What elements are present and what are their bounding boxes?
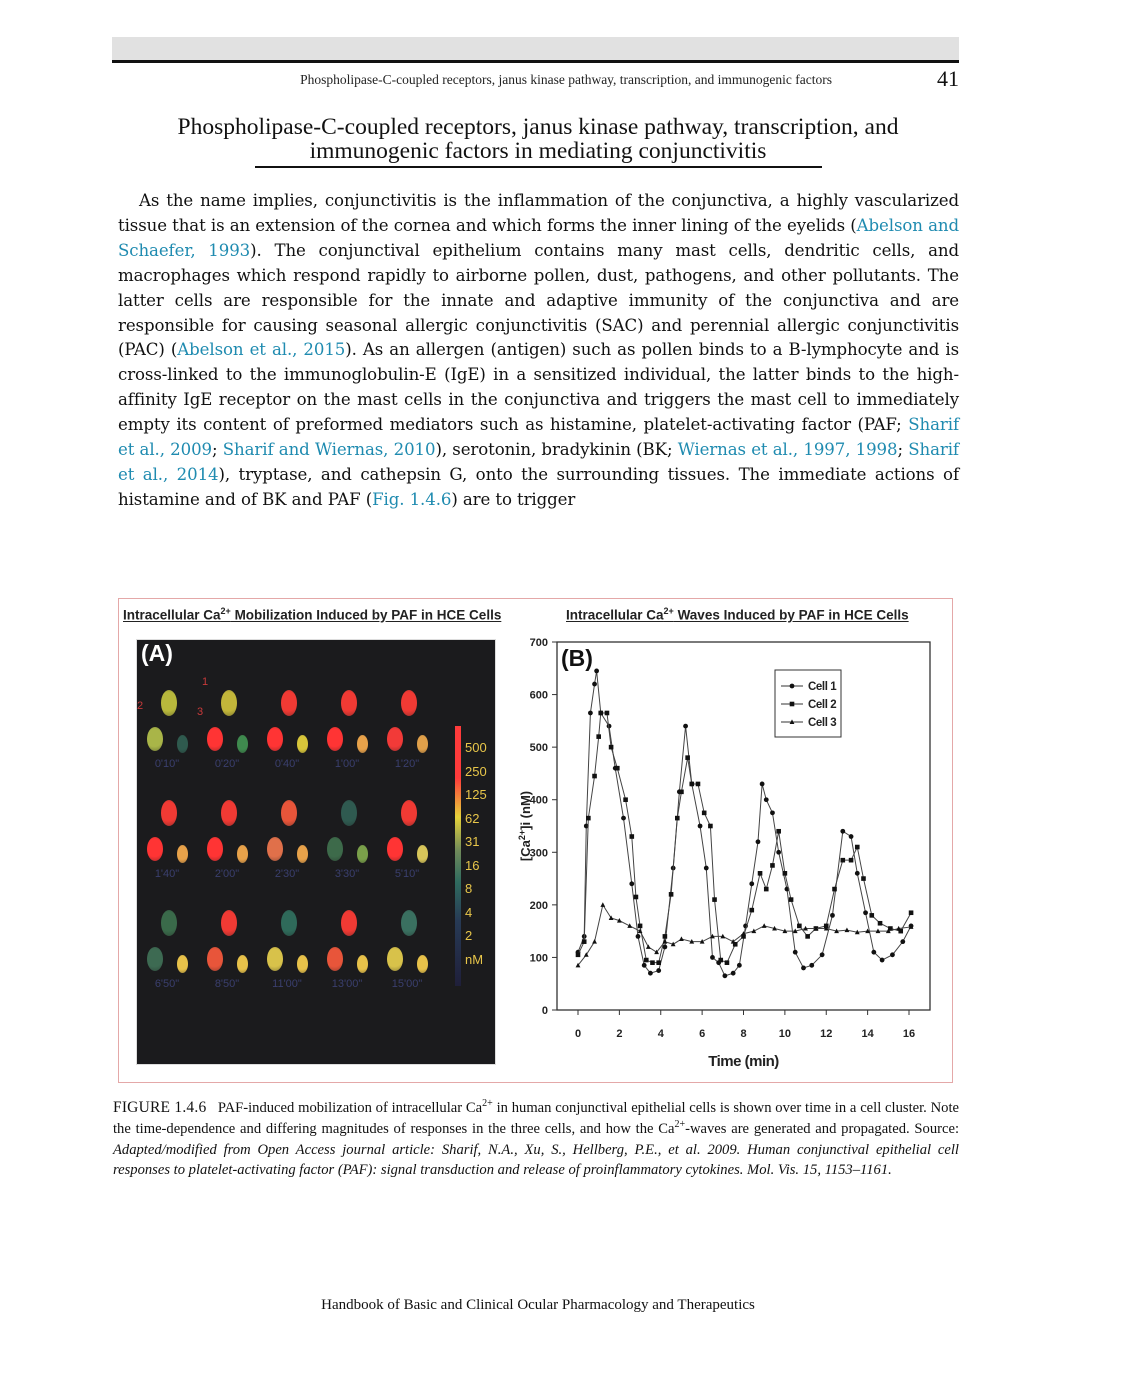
legend-marker <box>790 684 795 689</box>
body-paragraph <box>118 189 959 513</box>
header-band <box>112 37 959 60</box>
data-point-cell-1 <box>801 966 806 971</box>
cell-1 <box>341 690 357 716</box>
data-point-cell-1 <box>809 963 814 968</box>
time-label: 11'00" <box>272 978 302 990</box>
data-point-cell-2 <box>770 863 775 868</box>
panel-a-title-text: Intracellular Ca <box>123 607 221 623</box>
cell-1 <box>341 910 357 936</box>
caption-sup: 2+ <box>482 1098 493 1110</box>
scale-label: 62 <box>465 810 480 826</box>
scale-label: 31 <box>465 834 480 849</box>
data-point-cell-1 <box>840 829 845 834</box>
scale-label: 16 <box>465 857 480 873</box>
y-tick-label: 700 <box>529 637 548 649</box>
data-point-cell-2 <box>718 958 723 963</box>
cell-2 <box>147 947 163 971</box>
cell-3 <box>417 735 428 753</box>
time-label: 5'10" <box>394 868 420 880</box>
cell-1 <box>221 690 237 716</box>
data-point-cell-2 <box>696 782 701 787</box>
data-point-cell-2 <box>582 939 587 944</box>
y-axis-label: $[Ca^{2+}]i$ (nM) <box>517 790 533 862</box>
y-tick-label: 400 <box>529 794 548 807</box>
citation-link[interactable]: Abelson et al., 2015 <box>177 340 346 360</box>
data-point-cell-1 <box>871 950 876 955</box>
citation-link[interactable]: Abelson and Schaefer, 1993 <box>118 215 960 260</box>
data-point-cell-2 <box>869 913 874 918</box>
cell-2 <box>207 727 223 751</box>
data-point-cell-2 <box>841 858 846 863</box>
data-point-cell-2 <box>656 960 661 965</box>
citation-link[interactable]: Fig. 1.4.6 <box>372 489 452 509</box>
body-text-run: ). The conjunctival epithelium contains many mast cells, dendritic cells, and macrophages which respond rapidly to airborne pollen, dust, pathogens, and other pollutants. The latter cells are responsible for the innate and adaptive immunity of the conjunctiva and are responsible for causing seasonal allergic conjunctivitis (SAC) and perennial allergic conjunctivitis (PAC) ( <box>118 240 959 360</box>
time-label: 8'50" <box>214 978 240 990</box>
data-point-cell-2 <box>849 858 854 863</box>
data-point-cell-1 <box>737 963 742 968</box>
panel-b-title-text-2: Waves Induced by PAF in HCE Cells <box>673 607 909 623</box>
data-point-cell-1 <box>764 797 769 802</box>
panel-a-title-text-2: Mobilization Induced by PAF in HCE Cells <box>230 607 502 623</box>
scale-label: 500 <box>465 740 487 755</box>
cell-1 <box>221 910 237 936</box>
cell-2 <box>267 727 283 751</box>
data-point-cell-2 <box>712 897 717 902</box>
caption-sup-2: 2+ <box>674 1118 686 1130</box>
data-point-cell-2 <box>615 766 620 771</box>
x-tick-label: 0 <box>574 1028 582 1040</box>
caption-text-2: in human conjunctival epithelial cells is shown over time in a cell cluster. Note the time-dependence and differing magnitudes of responses in the three cells, and how the Ca <box>113 1100 959 1137</box>
data-point-cell-3 <box>679 936 684 941</box>
data-point-cell-2 <box>679 790 684 795</box>
data-point-cell-2 <box>650 960 655 965</box>
data-point-cell-1 <box>760 782 765 787</box>
y-tick-label: 0 <box>541 1005 548 1017</box>
time-label: 0'40" <box>274 758 300 770</box>
cell-2 <box>267 837 283 861</box>
book-title-footer: Handbook of Basic and Clinical Ocular Pharmacology and Therapeutics <box>321 1297 755 1313</box>
time-label: 0'20" <box>214 758 240 770</box>
cell-2 <box>207 837 223 861</box>
data-point-cell-1 <box>629 881 634 886</box>
scale-label: 250 <box>465 763 487 779</box>
data-point-cell-1 <box>592 682 597 687</box>
cell-3 <box>177 735 188 753</box>
citation-link[interactable]: Wiernas et al., 1997, 1998 <box>677 440 898 460</box>
body-text-run: As the name implies, conjunctivitis is the inflammation of the conjunctiva, a highly vascularized tissue that is an extension of the cornea and which forms the inner lining of the eyelids ( <box>118 191 959 235</box>
panel-a-label: (A) <box>141 640 173 666</box>
legend-marker <box>790 702 795 707</box>
cell-2 <box>147 837 163 861</box>
data-point-cell-2 <box>609 745 614 750</box>
legend-label: Cell 1 <box>808 681 837 693</box>
figure-label: FIGURE 1.4.6 <box>113 1099 207 1116</box>
data-point-cell-1 <box>683 724 688 729</box>
data-point-cell-1 <box>698 824 703 829</box>
panel-b-title <box>566 606 909 623</box>
data-point-cell-2 <box>776 829 781 834</box>
cell-3 <box>417 955 428 973</box>
data-point-cell-2 <box>663 934 668 939</box>
cell-1 <box>401 690 417 716</box>
data-point-cell-1 <box>820 952 825 957</box>
x-tick-label: 2 <box>616 1028 623 1040</box>
scale-label: nM <box>465 951 484 967</box>
series-line-cell-1 <box>578 671 911 976</box>
time-label: 1'40" <box>154 868 180 880</box>
cell-3 <box>297 955 308 973</box>
data-point-cell-2 <box>638 924 643 929</box>
title-rule <box>255 166 822 168</box>
data-point-cell-1 <box>776 850 781 855</box>
y-tick-label: 600 <box>529 689 548 702</box>
cell-2 <box>327 947 343 971</box>
legend-label: Cell 3 <box>808 717 837 729</box>
data-point-cell-1 <box>636 934 641 939</box>
cell-number-label: 3 <box>197 706 204 718</box>
cell-3 <box>177 955 188 973</box>
cell-1 <box>401 910 417 936</box>
x-tick-label: 6 <box>699 1028 706 1040</box>
cell-1 <box>341 800 357 826</box>
data-point-cell-2 <box>669 892 674 897</box>
data-point-cell-1 <box>900 939 905 944</box>
data-point-cell-3 <box>646 944 651 949</box>
time-label: 1'20" <box>394 758 420 770</box>
data-point-cell-1 <box>722 973 727 978</box>
data-point-cell-1 <box>849 834 854 839</box>
page-number: 41 <box>937 66 959 91</box>
body-text-run: ). As an allergen (antigen) such as pollen binds to a B-lymphocyte and is cross-linked to the immunoglobulin-E (IgE) in a sensitized individual, the latter binds to the high-affinity IgE receptor on the mast cells in the conjunctiva and triggers the mast cell to immediately empty its content of preformed mediators such as histamine, platelet-activating factor (PAF; <box>118 340 960 435</box>
body-text-run: ; <box>212 440 223 460</box>
cell-1 <box>401 800 417 826</box>
data-point-cell-2 <box>797 924 802 929</box>
caption-source: Adapted/modified from Open Access journal article: Sharif, N.A., Xu, S., Hellberg, P.E., et al. 2009. Human conjunctival epithelial cell responses to platelet-activating factor (PAF): signal transduction and release of proinflammatory cytokines. Mol. Vis. 15, 1153–1161. <box>113 1141 959 1179</box>
data-point-cell-1 <box>830 913 835 918</box>
calcium-imaging-panel <box>137 640 495 1064</box>
data-point-cell-2 <box>598 711 603 716</box>
cell-2 <box>387 727 403 751</box>
legend-label: Cell 2 <box>808 699 837 711</box>
time-label: 3'30" <box>334 868 360 880</box>
data-point-cell-2 <box>623 797 628 802</box>
x-axis-label: Time (min) <box>708 1053 779 1070</box>
data-point-cell-1 <box>855 871 860 876</box>
body-text-run: ) are to trigger <box>451 489 576 509</box>
cell-1 <box>161 800 177 826</box>
data-point-cell-2 <box>702 811 707 816</box>
panel-a-title-sup: 2+ <box>220 606 231 616</box>
data-point-cell-2 <box>689 782 694 787</box>
data-point-cell-2 <box>764 887 769 892</box>
data-point-cell-1 <box>621 816 626 821</box>
cell-1 <box>161 690 177 716</box>
data-point-cell-2 <box>783 871 788 876</box>
time-label: 15'00" <box>391 978 423 990</box>
cell-3 <box>177 845 188 863</box>
x-tick-label: 8 <box>740 1028 747 1040</box>
data-point-cell-2 <box>855 845 860 850</box>
scale-label: 4 <box>465 904 473 920</box>
color-scale-bar <box>455 726 461 986</box>
data-point-cell-2 <box>708 824 713 829</box>
running-title: Phospholipase-C-coupled receptors, janus kinase pathway, transcription, and immunogenic factors <box>300 72 832 87</box>
data-point-cell-2 <box>629 834 634 839</box>
figure-caption <box>113 1098 959 1181</box>
data-point-cell-2 <box>805 934 810 939</box>
cell-3 <box>357 735 368 753</box>
cell-2 <box>207 947 223 971</box>
data-point-cell-1 <box>890 952 895 957</box>
scale-label: 125 <box>465 787 487 802</box>
cell-1 <box>281 690 297 716</box>
cell-3 <box>297 735 308 753</box>
cell-1 <box>281 910 297 936</box>
data-point-cell-2 <box>586 816 591 821</box>
plot-frame <box>557 642 930 1010</box>
data-point-cell-2 <box>576 953 581 958</box>
cell-3 <box>237 845 248 863</box>
cell-2 <box>327 727 343 751</box>
data-point-cell-2 <box>644 958 649 963</box>
data-point-cell-2 <box>596 734 601 739</box>
data-point-cell-2 <box>725 960 730 965</box>
data-point-cell-2 <box>861 876 866 881</box>
x-tick-label: 10 <box>778 1028 791 1040</box>
citation-link[interactable]: Sharif et al., 2009 <box>118 415 959 460</box>
y-tick-label: 100 <box>529 952 548 965</box>
citation-link[interactable]: Sharif et al., 2014 <box>118 440 959 484</box>
data-point-cell-2 <box>675 816 680 821</box>
citation-link[interactable]: Sharif and Wiernas, 2010 <box>222 440 436 460</box>
x-tick-label: 14 <box>861 1028 874 1040</box>
data-point-cell-1 <box>704 866 709 871</box>
time-label: 0'10" <box>154 758 180 770</box>
cell-3 <box>237 735 248 753</box>
body-text-run: ), serotonin, bradykinin (BK; <box>435 440 678 460</box>
data-point-cell-2 <box>878 921 883 926</box>
caption-text-3: -waves are generated and propagated. Source: <box>685 1120 960 1137</box>
cell-1 <box>221 800 237 826</box>
x-tick-label: 4 <box>657 1028 664 1040</box>
y-tick-label: 200 <box>529 899 548 912</box>
cell-number-label: 1 <box>202 676 209 688</box>
cell-3 <box>417 845 428 863</box>
cell-3 <box>357 955 368 973</box>
data-point-cell-2 <box>749 908 754 913</box>
data-point-cell-3 <box>592 939 597 944</box>
scale-label: 8 <box>465 881 473 896</box>
scale-label: 2 <box>465 928 473 943</box>
data-point-cell-1 <box>863 910 868 915</box>
data-point-cell-1 <box>710 955 715 960</box>
data-point-cell-2 <box>634 895 639 900</box>
cell-2 <box>387 947 403 971</box>
cell-1 <box>281 800 297 826</box>
section-title: Phospholipase-C-coupled receptors, janus kinase pathway, transcription, and immunogenic factors in mediating conjunctivitis <box>177 114 899 164</box>
time-label: 6'50" <box>154 978 180 990</box>
data-point-cell-1 <box>588 711 593 716</box>
cell-3 <box>237 955 248 973</box>
caption-text: PAF-induced mobilization of intracellular Ca <box>217 1100 483 1116</box>
cell-1 <box>161 910 177 936</box>
data-point-cell-1 <box>793 950 798 955</box>
time-label: 2'30" <box>274 868 300 880</box>
body-text-run: ; <box>897 440 909 460</box>
data-point-cell-1 <box>642 963 647 968</box>
cell-2 <box>387 837 403 861</box>
data-point-cell-2 <box>909 910 914 915</box>
data-point-cell-1 <box>656 968 661 973</box>
y-tick-label: 500 <box>529 742 548 755</box>
header-rule <box>112 60 959 63</box>
time-label: 1'00" <box>334 758 360 770</box>
data-point-cell-2 <box>605 711 610 716</box>
data-point-cell-1 <box>749 881 754 886</box>
data-point-cell-1 <box>756 839 761 844</box>
data-point-cell-2 <box>832 887 837 892</box>
data-point-cell-1 <box>648 971 653 976</box>
y-tick-label: 300 <box>529 847 548 860</box>
cell-3 <box>297 845 308 863</box>
time-label: 13'00" <box>331 978 363 990</box>
calcium-waves-chart <box>515 630 935 1080</box>
cell-3 <box>357 845 368 863</box>
data-point-cell-2 <box>685 755 690 760</box>
panel-b-label: (B) <box>561 645 593 671</box>
panel-b-title-sup: 2+ <box>663 606 674 616</box>
data-point-cell-1 <box>770 810 775 815</box>
x-tick-label: 12 <box>820 1028 833 1040</box>
x-tick-label: 16 <box>902 1028 916 1040</box>
cell-number-label: 2 <box>137 700 144 712</box>
data-point-cell-2 <box>592 774 597 779</box>
data-point-cell-1 <box>731 971 736 976</box>
panel-a-title <box>123 606 501 623</box>
cell-2 <box>267 947 283 971</box>
data-point-cell-3 <box>762 923 767 928</box>
panel-b-title-text: Intracellular Ca <box>566 607 664 623</box>
data-point-cell-1 <box>594 669 599 674</box>
data-point-cell-2 <box>758 871 763 876</box>
data-point-cell-3 <box>600 902 605 907</box>
time-label: 2'00" <box>214 868 240 880</box>
data-point-cell-1 <box>880 958 885 963</box>
cell-2 <box>327 837 343 861</box>
cell-2 <box>147 727 163 751</box>
body-text-run: ), tryptase, and cathepsin G, onto the surrounding tissues. The immediate actions of histamine and of BK and PAF ( <box>118 464 959 509</box>
data-point-cell-2 <box>789 897 794 902</box>
